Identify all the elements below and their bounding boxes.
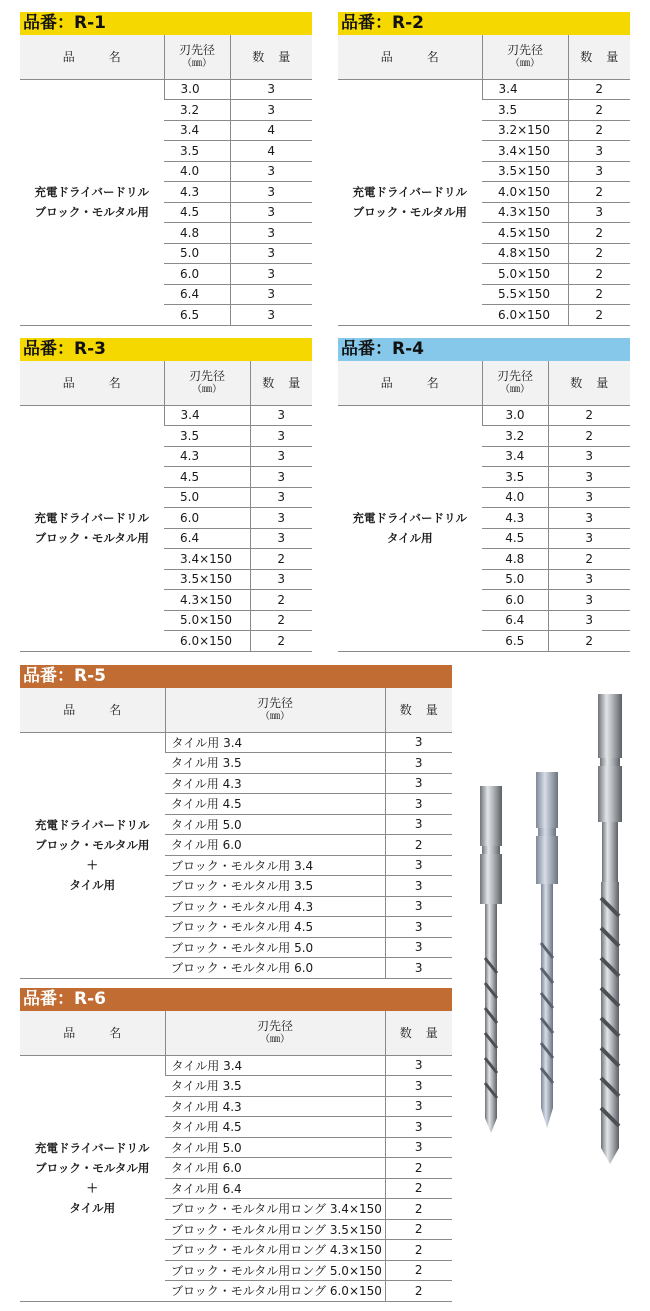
blade-diameter-cell: 5.0×150 (482, 264, 568, 285)
quantity-cell: 2 (568, 100, 630, 121)
blade-diameter-cell: 3.0 (164, 79, 230, 100)
product-code-header: 品番：R-1 (20, 12, 312, 35)
blade-diameter-cell: 4.5 (164, 467, 250, 488)
blade-diameter-cell: タイル用 3.4 (165, 732, 385, 753)
drill-right-icon (598, 694, 622, 1164)
quantity-cell: 2 (548, 405, 630, 426)
blade-diameter-cell: 3.5×150 (482, 161, 568, 182)
column-header-name (20, 1011, 165, 1055)
quantity-cell: 3 (385, 876, 452, 897)
product-name-line: タイル用 (69, 878, 116, 892)
quantity-cell: 2 (250, 549, 312, 570)
column-header-name (20, 688, 165, 732)
header-qty-char: 数 (399, 702, 412, 717)
header-size-unit: （㎜） (510, 57, 540, 69)
blade-diameter-cell: 3.5 (164, 141, 230, 162)
quantity-cell: 3 (230, 223, 312, 244)
blade-diameter-cell: 5.0 (164, 243, 230, 264)
quantity-cell: 3 (230, 100, 312, 121)
quantity-cell: 2 (385, 835, 452, 856)
header-name-char: 名 (109, 1025, 122, 1040)
blade-diameter-cell: 4.5 (482, 528, 548, 549)
blade-diameter-cell: 3.5×150 (164, 569, 250, 590)
blade-diameter-cell: ブロック・モルタル用 4.3 (165, 896, 385, 917)
column-header-size (482, 35, 568, 79)
blade-diameter-cell: 6.0 (482, 590, 548, 611)
column-header-name (20, 361, 164, 405)
quantity-cell: 2 (250, 610, 312, 631)
blade-diameter-cell: 3.4 (482, 446, 548, 467)
quantity-cell: 3 (250, 426, 312, 447)
quantity-cell: 2 (568, 243, 630, 264)
blade-diameter-cell: 6.4 (164, 284, 230, 305)
header-name-char: 品 (63, 702, 76, 717)
quantity-cell: 3 (230, 202, 312, 223)
quantity-cell: 3 (548, 487, 630, 508)
table-row (20, 732, 452, 753)
quantity-cell: 3 (568, 141, 630, 162)
blade-diameter-cell: 4.3×150 (164, 590, 250, 611)
blade-diameter-cell: タイル用 4.5 (165, 1117, 385, 1138)
blade-diameter-cell: タイル用 6.4 (165, 1178, 385, 1199)
header-size-unit: （㎜） (260, 710, 290, 722)
quantity-cell: 3 (250, 528, 312, 549)
quantity-cell: 3 (385, 773, 452, 794)
blade-diameter-cell: 6.0×150 (164, 631, 250, 652)
quantity-cell: 3 (385, 1076, 452, 1097)
quantity-cell: 3 (568, 202, 630, 223)
quantity-cell: 3 (250, 467, 312, 488)
product-table-block (20, 665, 452, 976)
quantity-cell: 2 (568, 305, 630, 326)
product-code-header: 品番：R-5 (20, 665, 452, 688)
column-header-qty (230, 35, 312, 79)
blade-diameter-cell: 4.3×150 (482, 202, 568, 223)
drill-left-icon (480, 786, 502, 1133)
column-header-qty (385, 688, 452, 732)
table-row (338, 405, 630, 426)
blade-diameter-cell: 3.5 (482, 100, 568, 121)
quantity-cell: 2 (548, 631, 630, 652)
header-size-label: 刃先径 (178, 42, 215, 57)
quantity-cell: 3 (250, 487, 312, 508)
product-name-line: ブロック・モルタル用 (352, 205, 467, 219)
blade-diameter-cell: 3.4×150 (482, 141, 568, 162)
blade-diameter-cell: 3.2×150 (482, 120, 568, 141)
quantity-cell: 3 (548, 569, 630, 590)
blade-diameter-cell: 4.5 (164, 202, 230, 223)
quantity-cell: 4 (230, 120, 312, 141)
blade-diameter-cell: 3.0 (482, 405, 548, 426)
blade-diameter-cell: 6.0 (164, 264, 230, 285)
header-qty-char: 数 (399, 1025, 412, 1040)
blade-diameter-cell: 6.0×150 (482, 305, 568, 326)
quantity-cell: 3 (250, 405, 312, 426)
blade-diameter-cell: ブロック・モルタル用 5.0 (165, 937, 385, 958)
quantity-cell: 2 (568, 223, 630, 244)
product-name-line: ブロック・モルタル用 (35, 1161, 150, 1175)
header-size-label: 刃先径 (496, 368, 533, 383)
header-qty-char: 量 (425, 702, 438, 717)
quantity-cell: 2 (385, 1199, 452, 1220)
quantity-cell: 3 (385, 1137, 452, 1158)
product-table-block (20, 988, 452, 1299)
product-name-line: ブロック・モルタル用 (35, 838, 150, 852)
blade-diameter-cell: ブロック・モルタル用ロング 3.5×150 (165, 1219, 385, 1240)
header-qty-char: 量 (425, 1025, 438, 1040)
blade-diameter-cell: タイル用 5.0 (165, 1137, 385, 1158)
quantity-cell: 2 (568, 79, 630, 100)
quantity-cell: 2 (548, 426, 630, 447)
quantity-cell: 3 (230, 305, 312, 326)
table-row (20, 405, 312, 426)
quantity-cell: 3 (385, 732, 452, 753)
header-qty-char: 数 (580, 49, 593, 64)
product-name-cell (20, 1055, 165, 1301)
table-row (20, 79, 312, 100)
quantity-cell: 2 (548, 549, 630, 570)
product-name-line: ブロック・モルタル用 (34, 531, 149, 545)
blade-diameter-cell: 6.4 (164, 528, 250, 549)
column-header-size (165, 688, 385, 732)
quantity-cell: 2 (568, 264, 630, 285)
header-name-char: 品 (62, 375, 75, 390)
product-table-block (338, 12, 630, 322)
blade-diameter-cell: タイル用 5.0 (165, 814, 385, 835)
header-size-unit: （㎜） (182, 57, 212, 69)
table-header-row (20, 35, 312, 79)
header-name-char: 名 (426, 49, 439, 64)
blade-diameter-cell: ブロック・モルタル用 4.5 (165, 917, 385, 938)
blade-diameter-cell: 3.5 (482, 467, 548, 488)
blade-diameter-cell: 5.5×150 (482, 284, 568, 305)
product-table (20, 688, 452, 979)
quantity-cell: 3 (385, 1117, 452, 1138)
blade-diameter-cell: 5.0×150 (164, 610, 250, 631)
product-name-line: 充電ドライバードリル (34, 511, 149, 525)
column-header-qty (385, 1011, 452, 1055)
table-header-row (338, 361, 630, 405)
product-name-cell (20, 79, 164, 325)
blade-diameter-cell: 3.4×150 (164, 549, 250, 570)
quantity-cell: 2 (385, 1240, 452, 1261)
product-name-line: ブロック・モルタル用 (34, 205, 149, 219)
quantity-cell: 2 (385, 1158, 452, 1179)
product-name-line: タイル用 (69, 1201, 116, 1215)
blade-diameter-cell: 3.4 (164, 120, 230, 141)
header-qty-char: 数 (262, 375, 275, 390)
quantity-cell: 3 (230, 182, 312, 203)
blade-diameter-cell: 3.2 (164, 100, 230, 121)
blade-diameter-cell: 4.0 (164, 161, 230, 182)
header-name-char: 名 (108, 375, 121, 390)
header-qty-char: 数 (570, 375, 583, 390)
column-header-qty (250, 361, 312, 405)
product-name-cell (20, 732, 165, 978)
quantity-cell: 3 (385, 896, 452, 917)
blade-diameter-cell: タイル用 4.5 (165, 794, 385, 815)
column-header-name (20, 35, 164, 79)
quantity-cell: 2 (385, 1281, 452, 1302)
column-header-name (338, 361, 482, 405)
quantity-cell: 3 (385, 937, 452, 958)
product-name-line: 充電ドライバードリル (35, 1141, 150, 1155)
product-name-line: 充電ドライバードリル (352, 185, 467, 199)
product-name-line: 充電ドライバードリル (34, 185, 149, 199)
blade-diameter-cell: タイル用 6.0 (165, 835, 385, 856)
blade-diameter-cell: ブロック・モルタル用 3.4 (165, 855, 385, 876)
blade-diameter-cell: ブロック・モルタル用ロング 4.3×150 (165, 1240, 385, 1261)
product-name-line: ＋ (86, 1181, 98, 1195)
blade-diameter-cell: 4.5×150 (482, 223, 568, 244)
blade-diameter-cell: ブロック・モルタル用ロング 5.0×150 (165, 1260, 385, 1281)
quantity-cell: 3 (568, 161, 630, 182)
product-name-cell (338, 405, 482, 651)
column-header-name (338, 35, 482, 79)
quantity-cell: 3 (230, 284, 312, 305)
quantity-cell: 3 (230, 161, 312, 182)
drill-middle-icon (536, 772, 558, 1128)
header-name-char: 名 (426, 375, 439, 390)
quantity-cell: 3 (230, 264, 312, 285)
quantity-cell: 2 (385, 1219, 452, 1240)
quantity-cell: 3 (385, 855, 452, 876)
blade-diameter-cell: 4.8×150 (482, 243, 568, 264)
product-name-line: ＋ (86, 858, 98, 872)
header-size-unit: （㎜） (260, 1033, 290, 1045)
quantity-cell: 3 (230, 79, 312, 100)
quantity-cell: 3 (548, 610, 630, 631)
quantity-cell: 3 (548, 446, 630, 467)
quantity-cell: 2 (250, 631, 312, 652)
product-code-header: 品番：R-2 (338, 12, 630, 35)
quantity-cell: 3 (385, 958, 452, 979)
blade-diameter-cell: 4.3 (164, 182, 230, 203)
quantity-cell: 3 (385, 1055, 452, 1076)
header-name-char: 品 (380, 49, 393, 64)
blade-diameter-cell: 3.4 (482, 79, 568, 100)
blade-diameter-cell: タイル用 3.5 (165, 1076, 385, 1097)
quantity-cell: 2 (568, 284, 630, 305)
header-size-label: 刃先径 (256, 695, 293, 710)
column-header-size (165, 1011, 385, 1055)
header-name-char: 名 (109, 702, 122, 717)
product-table (20, 361, 312, 652)
blade-diameter-cell: 3.5 (164, 426, 250, 447)
header-qty-char: 量 (596, 375, 609, 390)
product-table (338, 361, 630, 652)
product-code-header: 品番：R-6 (20, 988, 452, 1011)
product-name-line: 充電ドライバードリル (352, 511, 467, 525)
blade-diameter-cell: ブロック・モルタル用ロング 3.4×150 (165, 1199, 385, 1220)
blade-diameter-cell: 4.8 (164, 223, 230, 244)
blade-diameter-cell: 6.4 (482, 610, 548, 631)
header-qty-char: 量 (288, 375, 301, 390)
quantity-cell: 3 (250, 508, 312, 529)
column-header-qty (548, 361, 630, 405)
header-size-label: 刃先径 (506, 42, 543, 57)
quantity-cell: 2 (250, 590, 312, 611)
quantity-cell: 3 (385, 753, 452, 774)
blade-diameter-cell: ブロック・モルタル用 3.5 (165, 876, 385, 897)
product-table-block (20, 12, 312, 322)
quantity-cell: 3 (548, 467, 630, 488)
drill-bits-image (468, 688, 646, 1168)
quantity-cell: 3 (385, 794, 452, 815)
blade-diameter-cell: 4.3 (164, 446, 250, 467)
blade-diameter-cell: 3.2 (482, 426, 548, 447)
quantity-cell: 3 (250, 446, 312, 467)
column-header-qty (568, 35, 630, 79)
product-name-cell (20, 405, 164, 651)
blade-diameter-cell: 3.4 (164, 405, 250, 426)
product-name-line: 充電ドライバードリル (35, 818, 150, 832)
header-size-unit: （㎜） (192, 383, 222, 395)
blade-diameter-cell: 6.5 (164, 305, 230, 326)
table-header-row (20, 361, 312, 405)
header-qty-char: 量 (606, 49, 619, 64)
header-name-char: 品 (63, 1025, 76, 1040)
quantity-cell: 3 (385, 917, 452, 938)
product-table (338, 35, 630, 326)
blade-diameter-cell: 4.8 (482, 549, 548, 570)
table-header-row (338, 35, 630, 79)
quantity-cell: 3 (548, 508, 630, 529)
header-size-label: 刃先径 (256, 1018, 293, 1033)
blade-diameter-cell: タイル用 4.3 (165, 773, 385, 794)
header-name-char: 品 (62, 49, 75, 64)
product-table (20, 1011, 452, 1302)
blade-diameter-cell: タイル用 4.3 (165, 1096, 385, 1117)
blade-diameter-cell: 4.3 (482, 508, 548, 529)
table-header-row (20, 688, 452, 732)
blade-diameter-cell: タイル用 6.0 (165, 1158, 385, 1179)
blade-diameter-cell: 4.0×150 (482, 182, 568, 203)
header-size-label: 刃先径 (188, 368, 225, 383)
quantity-cell: 2 (568, 182, 630, 203)
product-table (20, 35, 312, 326)
blade-diameter-cell: ブロック・モルタル用 6.0 (165, 958, 385, 979)
blade-diameter-cell: タイル用 3.4 (165, 1055, 385, 1076)
quantity-cell: 2 (385, 1260, 452, 1281)
quantity-cell: 3 (548, 590, 630, 611)
blade-diameter-cell: 5.0 (164, 487, 250, 508)
blade-diameter-cell: 6.0 (164, 508, 250, 529)
table-row (20, 1055, 452, 1076)
quantity-cell: 3 (385, 1096, 452, 1117)
table-header-row (20, 1011, 452, 1055)
blade-diameter-cell: ブロック・モルタル用ロング 6.0×150 (165, 1281, 385, 1302)
table-row (338, 79, 630, 100)
product-name-line: タイル用 (386, 531, 433, 545)
product-code-header: 品番：R-3 (20, 338, 312, 361)
product-table-block (338, 338, 630, 648)
header-name-char: 名 (108, 49, 121, 64)
quantity-cell: 3 (385, 814, 452, 835)
product-code-header: 品番：R-4 (338, 338, 630, 361)
blade-diameter-cell: 5.0 (482, 569, 548, 590)
quantity-cell: 4 (230, 141, 312, 162)
header-name-char: 品 (380, 375, 393, 390)
quantity-cell: 3 (548, 528, 630, 549)
quantity-cell: 3 (230, 243, 312, 264)
quantity-cell: 2 (568, 120, 630, 141)
column-header-size (482, 361, 548, 405)
product-name-cell (338, 79, 482, 325)
column-header-size (164, 361, 250, 405)
blade-diameter-cell: タイル用 3.5 (165, 753, 385, 774)
quantity-cell: 2 (385, 1178, 452, 1199)
blade-diameter-cell: 6.5 (482, 631, 548, 652)
header-size-unit: （㎜） (500, 383, 530, 395)
blade-diameter-cell: 4.0 (482, 487, 548, 508)
column-header-size (164, 35, 230, 79)
header-qty-char: 数 (252, 49, 265, 64)
quantity-cell: 3 (250, 569, 312, 590)
header-qty-char: 量 (278, 49, 291, 64)
product-table-block (20, 338, 312, 648)
